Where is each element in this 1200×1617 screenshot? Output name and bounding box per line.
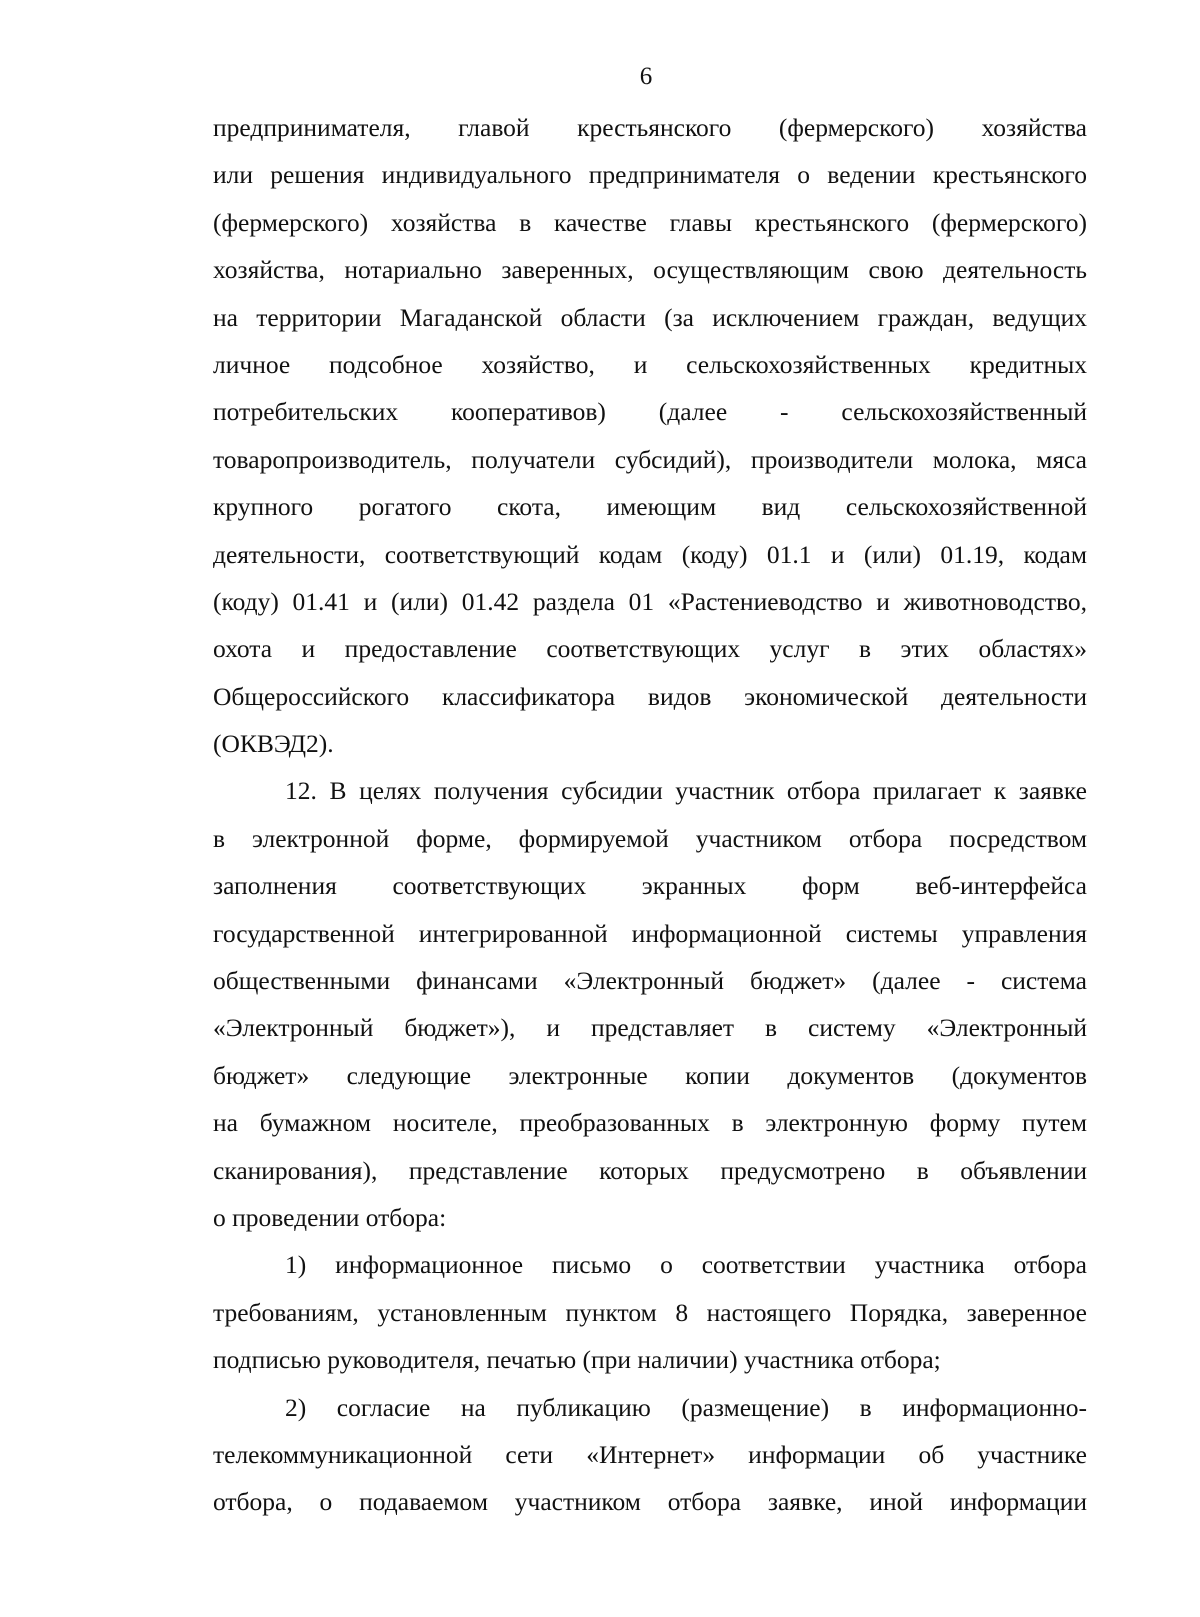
list-item-1: [213, 1241, 1087, 1383]
page-number: 6: [639, 63, 653, 90]
text-line: личное подсобное хозяйство, и сельскохозяйственных кредитных: [213, 349, 1087, 379]
text-line: (фермерского) хозяйства в качестве главы крестьянского (фермерского): [213, 207, 1087, 237]
text-line: (коду) 01.41 и (или) 01.42 раздела 01 «Растениеводство и животноводство,: [213, 586, 1087, 616]
paragraph-clause-12: [213, 767, 1087, 1241]
text-line: крупного рогатого скота, имеющим вид сельскохозяйственной: [213, 492, 1087, 522]
text-line: бюджет» следующие электронные копии документов (документов: [213, 1060, 1087, 1090]
text-line: хозяйства, нотариально заверенных, осуществляющим свою деятельность: [213, 255, 1087, 285]
text-line: общественными финансами «Электронный бюджет» (далее - система: [213, 966, 1087, 996]
text-line: 12. В целях получения субсидии участник отбора прилагает к заявке: [285, 776, 1087, 806]
text-line: «Электронный бюджет»), и представляет в систему «Электронный: [213, 1013, 1087, 1043]
text-line: или решения индивидуального предпринимателя о ведении крестьянского: [213, 160, 1087, 190]
text-line: товаропроизводитель, получатели субсидий), производители молока, мяса: [213, 444, 1087, 474]
text-line: о проведении отбора:: [213, 1202, 447, 1232]
text-line: заполнения соответствующих экранных форм веб-интерфейса: [213, 871, 1087, 901]
text-line: на бумажном носителе, преобразованных в электронную форму путем: [213, 1108, 1087, 1138]
text-line: телекоммуникационной сети «Интернет» информации об участнике: [213, 1439, 1087, 1469]
text-line: сканирования), представление которых предусмотрено в объявлении: [213, 1155, 1087, 1185]
paragraph-continuation: [213, 104, 1087, 767]
text-line: отбора, о подаваемом участником отбора заявке, иной информации: [213, 1487, 1087, 1517]
text-line: в электронной форме, формируемой участником отбора посредством: [213, 823, 1087, 853]
document-body: [213, 104, 1087, 1526]
text-line: государственной интегрированной информационной системы управления: [213, 918, 1087, 948]
text-line: предпринимателя, главой крестьянского (фермерского) хозяйства: [213, 113, 1087, 142]
text-line: потребительских кооперативов) (далее - сельскохозяйственный: [213, 397, 1087, 427]
text-line: подписью руководителя, печатью (при наличии) участника отбора;: [213, 1345, 941, 1375]
text-line: деятельности, соответствующий кодам (коду) 01.1 и (или) 01.19, кодам: [213, 539, 1087, 569]
text-line: 1) информационное письмо о соответствии участника отбора: [285, 1250, 1087, 1280]
text-line: охота и предоставление соответствующих услуг в этих областях»: [213, 634, 1087, 664]
text-line: Общероссийского классификатора видов экономической деятельности: [213, 681, 1087, 711]
text-line: на территории Магаданской области (за исключением граждан, ведущих: [213, 302, 1087, 332]
list-item-2: [213, 1384, 1087, 1526]
text-line: требованиям, установленным пунктом 8 настоящего Порядка, заверенное: [213, 1297, 1087, 1327]
text-line: (ОКВЭД2).: [213, 729, 334, 759]
text-line: 2) согласие на публикацию (размещение) в информационно-: [285, 1392, 1087, 1422]
